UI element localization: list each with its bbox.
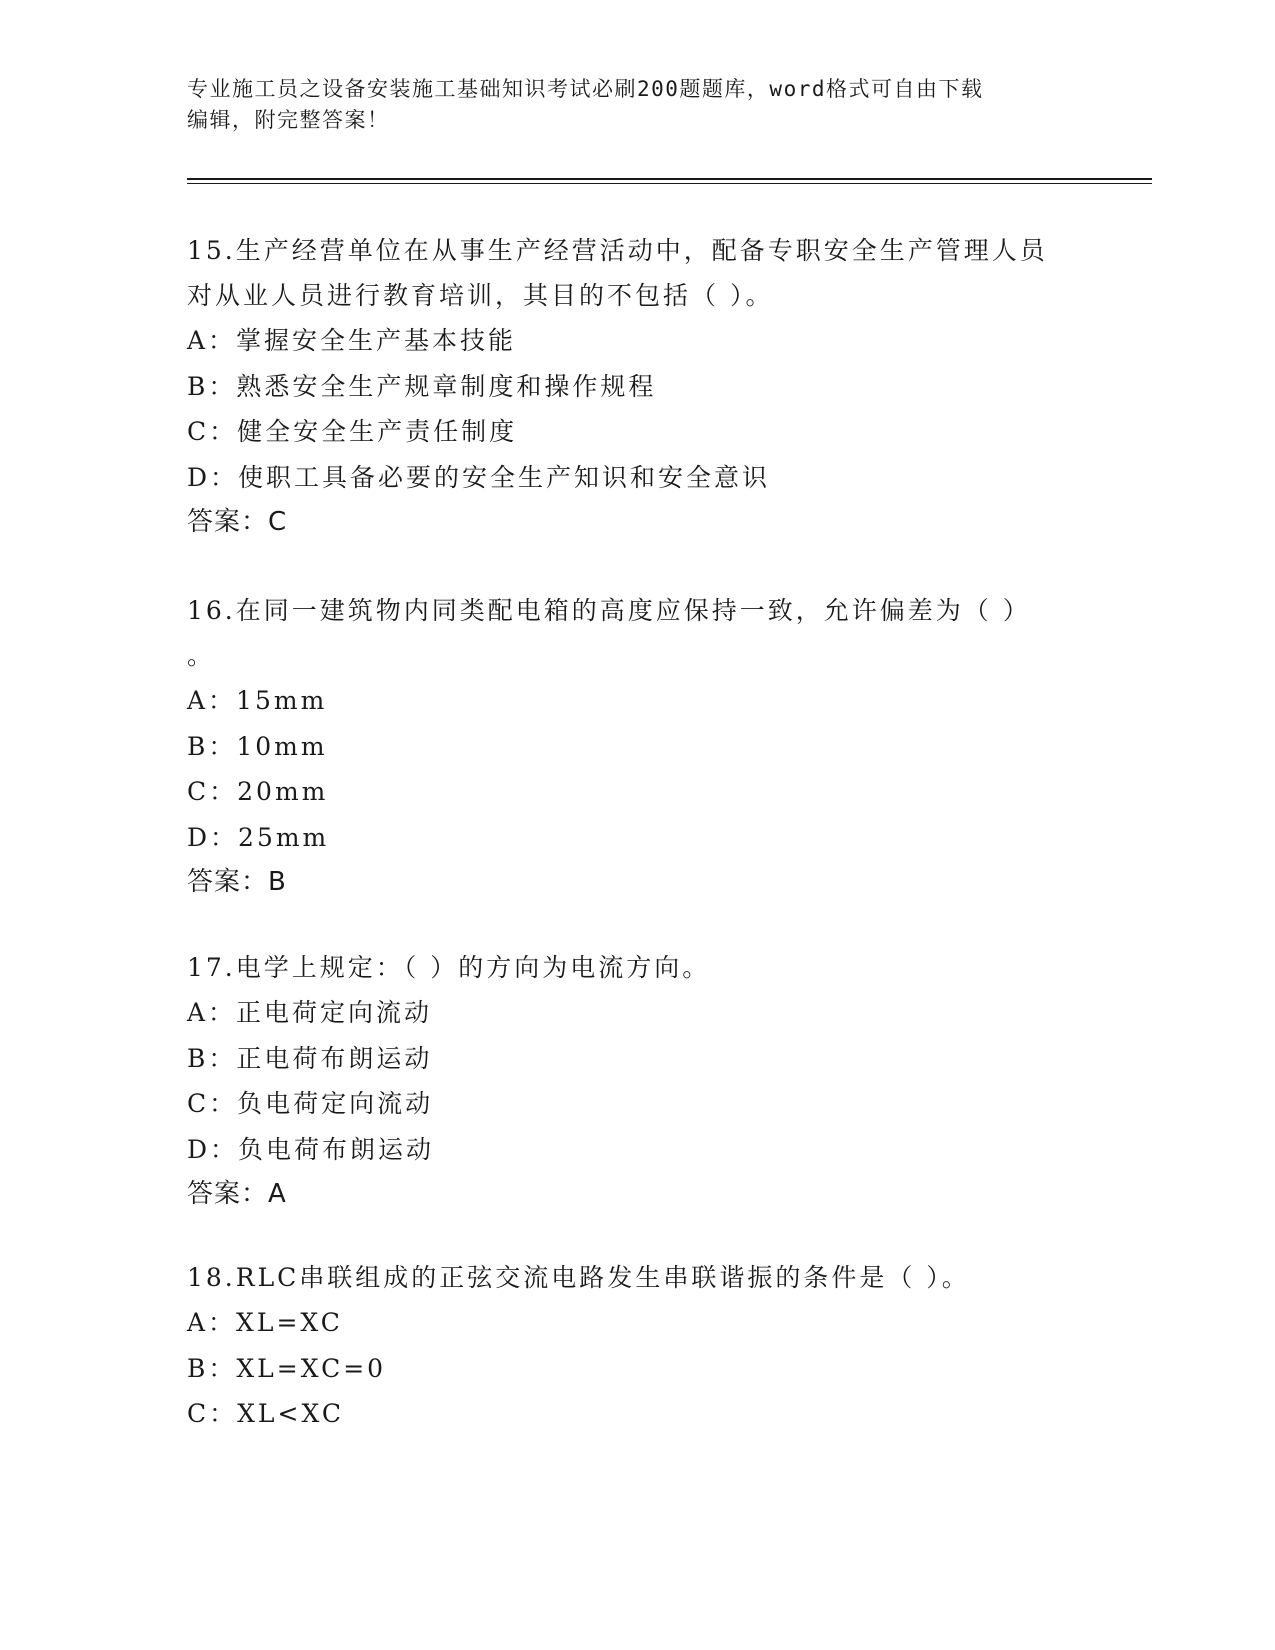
option-b: B：熟悉安全生产规章制度和操作规程 — [187, 371, 657, 401]
option-c: C：负电荷定向流动 — [187, 1089, 434, 1118]
header-divider-thin — [187, 183, 1152, 184]
answer: 答案：C — [187, 507, 288, 537]
stem-line: 。 — [187, 641, 216, 670]
option-c: C：20mm — [187, 777, 329, 806]
stem-line: 对从业人员进行教育培训，其目的不包括（ ）。 — [187, 281, 774, 310]
header-line-2: 编辑，附完整答案！ — [187, 108, 390, 132]
question-16 — [187, 588, 1087, 905]
option-b: B：10mm — [187, 731, 328, 761]
answer: 答案：A — [187, 1179, 287, 1209]
stem-line: 17.电学上规定：（ ）的方向为电流方向。 — [187, 953, 711, 982]
option-a: A：15mm — [187, 686, 328, 715]
document-header — [187, 74, 1087, 136]
question-stem — [187, 228, 1087, 318]
answer: 答案：B — [187, 867, 287, 897]
stem-line: 16.在同一建筑物内同类配电箱的高度应保持一致，允许偏差为（ ） — [187, 596, 1031, 625]
question-stem — [187, 1255, 1087, 1300]
stem-line: 15.生产经营单位在从事生产经营活动中，配备专职安全生产管理人员 — [187, 236, 1048, 265]
option-a: A：正电荷定向流动 — [187, 998, 433, 1027]
question-18 — [187, 1255, 1087, 1437]
question-15 — [187, 228, 1087, 545]
option-a: A：XL=XC — [187, 1308, 343, 1337]
option-d: D：使职工具备必要的安全生产知识和安全意识 — [187, 462, 771, 492]
option-b: B：XL=XC=0 — [187, 1353, 387, 1383]
option-c: C：XL<XC — [187, 1399, 344, 1428]
question-stem — [187, 945, 1087, 990]
option-d: D：负电荷布朗运动 — [187, 1134, 435, 1164]
option-b: B：正电荷布朗运动 — [187, 1043, 433, 1073]
header-divider-thick — [187, 178, 1152, 180]
option-a: A：掌握安全生产基本技能 — [187, 326, 517, 355]
question-17 — [187, 945, 1087, 1217]
option-c: C：健全安全生产责任制度 — [187, 417, 518, 446]
header-line-1: 专业施工员之设备安装施工基础知识考试必刷200题题库，word格式可自由下载 — [187, 77, 984, 101]
stem-line: 18.RLC串联组成的正弦交流电路发生串联谐振的条件是（ ）。 — [187, 1263, 970, 1292]
option-d: D：25mm — [187, 822, 330, 852]
question-stem — [187, 588, 1087, 678]
